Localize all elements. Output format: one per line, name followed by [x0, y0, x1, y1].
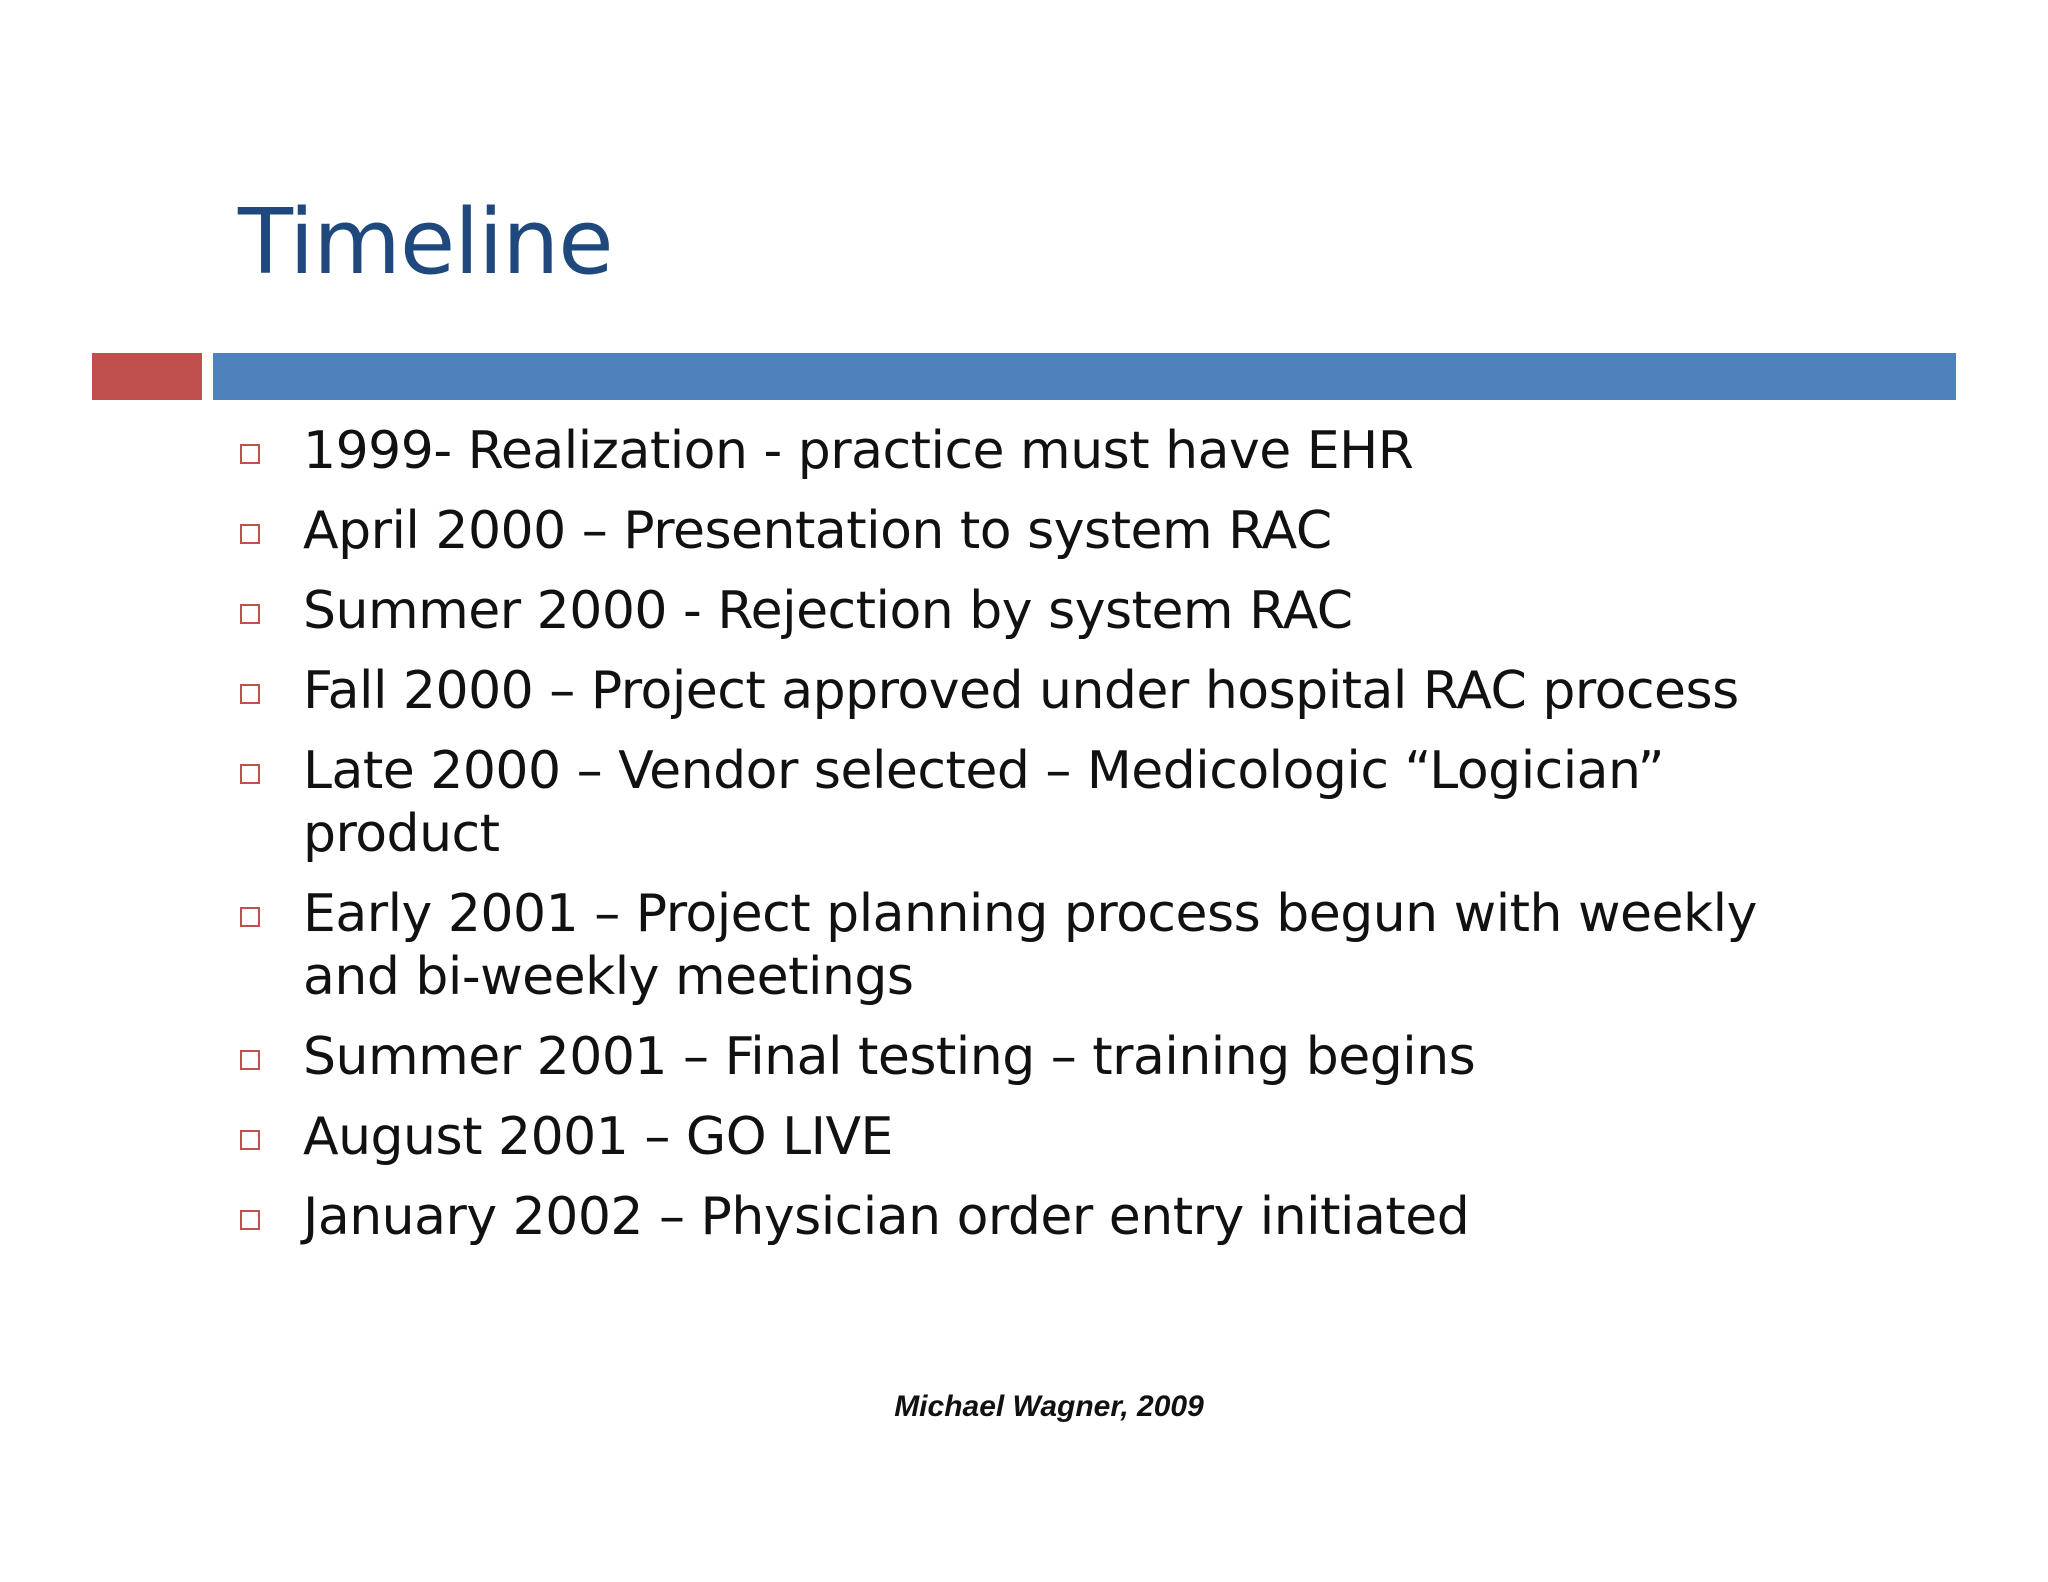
timeline-item	[238, 500, 1858, 563]
timeline-item-text: Late 2000 – Vendor selected – Medicologic “Logician” product	[303, 741, 1665, 864]
timeline-item	[238, 1106, 1858, 1169]
timeline-item	[238, 1186, 1858, 1249]
square-outline-icon	[240, 1210, 260, 1230]
timeline-item	[238, 740, 1858, 866]
square-outline-icon	[240, 1050, 260, 1070]
timeline-item-text: April 2000 – Presentation to system RAC	[303, 501, 1332, 561]
timeline-item-text: Fall 2000 – Project approved under hospital RAC process	[303, 661, 1739, 721]
timeline-item-text: 1999- Realization - practice must have EHR	[303, 421, 1414, 481]
title-accent-bar-blue	[213, 353, 1956, 400]
timeline-item	[238, 883, 1858, 1009]
slide-footer-credit: Michael Wagner, 2009	[894, 1390, 1204, 1423]
timeline-item	[238, 420, 1858, 483]
timeline-item-text: Early 2001 – Project planning process begun with weekly and bi-weekly meetings	[303, 884, 1757, 1007]
square-outline-icon	[240, 604, 260, 624]
timeline-item	[238, 660, 1858, 723]
title-accent-bar-red	[92, 353, 202, 400]
timeline-item	[238, 580, 1858, 643]
slide-title: Timeline	[238, 190, 613, 295]
square-outline-icon	[240, 764, 260, 784]
timeline-item-text: Summer 2001 – Final testing – training begins	[303, 1027, 1476, 1087]
square-outline-icon	[240, 524, 260, 544]
timeline-item-text: August 2001 – GO LIVE	[303, 1107, 893, 1167]
timeline-item-text: January 2002 – Physician order entry initiated	[303, 1187, 1470, 1247]
square-outline-icon	[240, 444, 260, 464]
square-outline-icon	[240, 684, 260, 704]
timeline-item	[238, 1026, 1858, 1089]
square-outline-icon	[240, 1130, 260, 1150]
timeline-list	[238, 420, 1858, 1266]
timeline-item-text: Summer 2000 - Rejection by system RAC	[303, 581, 1353, 641]
square-outline-icon	[240, 907, 260, 927]
